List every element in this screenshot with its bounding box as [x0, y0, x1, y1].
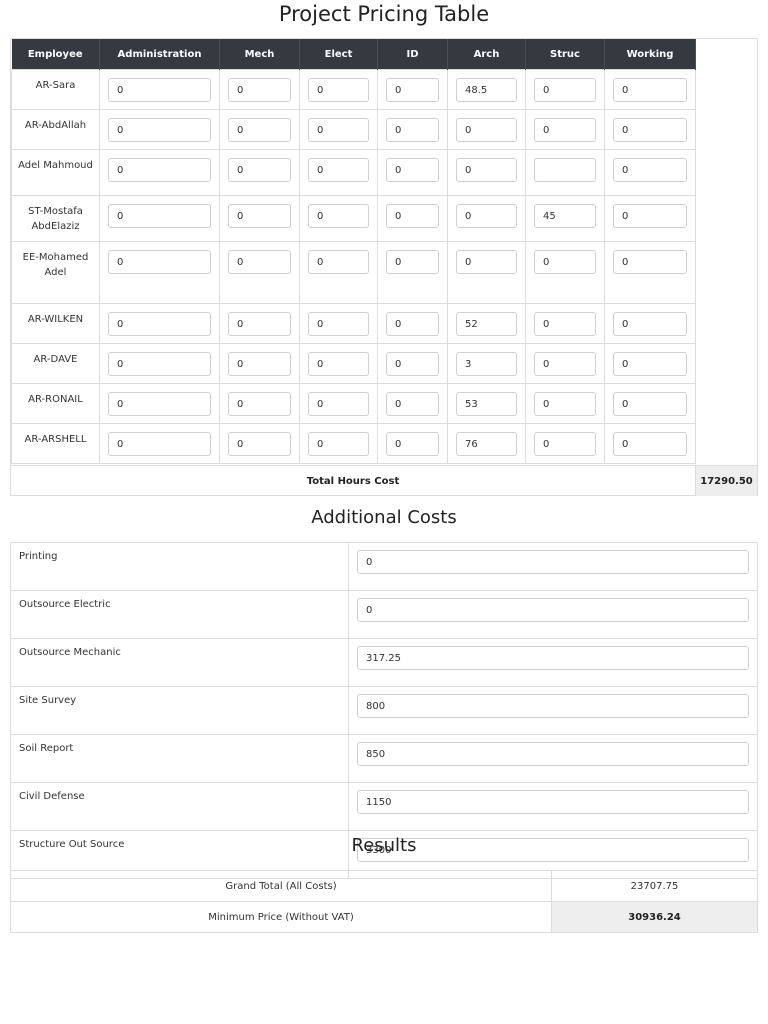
arch-hours-input[interactable]	[456, 118, 517, 142]
id-hours-input[interactable]	[386, 432, 439, 456]
hours-cell	[378, 344, 448, 384]
elect-hours-input[interactable]	[308, 312, 369, 336]
hours-cell	[605, 424, 696, 464]
hours-cell	[605, 304, 696, 344]
working-hours-input[interactable]	[613, 78, 687, 102]
col-header-struc: Struc	[526, 39, 605, 70]
arch-hours-input[interactable]	[456, 158, 517, 182]
cost-label: Outsource Electric	[11, 591, 349, 639]
hours-cell	[526, 424, 605, 464]
cost-value-cell	[349, 639, 758, 687]
grand-total-value: 23707.75	[552, 871, 758, 902]
total-hours-cost-label: Total Hours Cost	[11, 465, 695, 497]
elect-hours-input[interactable]	[308, 352, 369, 376]
mech-hours-input[interactable]	[228, 118, 291, 142]
minimum-price-value: 30936.24	[552, 902, 758, 933]
arch-hours-input[interactable]	[456, 352, 517, 376]
id-hours-input[interactable]	[386, 158, 439, 182]
cost-input[interactable]	[357, 742, 749, 766]
hours-cell	[220, 70, 300, 110]
elect-hours-input[interactable]	[308, 158, 369, 182]
hours-cell	[378, 384, 448, 424]
hours-cell	[100, 70, 220, 110]
employee-name: AR-RONAIL	[12, 384, 100, 424]
hours-cell	[300, 70, 378, 110]
table-row	[12, 242, 696, 304]
grand-total-row	[11, 871, 758, 902]
minimum-price-row	[11, 902, 758, 933]
table-row	[12, 304, 696, 344]
hours-cell	[448, 242, 526, 304]
id-hours-input[interactable]	[386, 392, 439, 416]
col-header-mech: Mech	[220, 39, 300, 70]
administration-hours-input[interactable]	[108, 118, 211, 142]
administration-hours-input[interactable]	[108, 78, 211, 102]
hours-cell	[605, 196, 696, 242]
struc-hours-input[interactable]	[534, 392, 596, 416]
table-row	[12, 196, 696, 242]
mech-hours-input[interactable]	[228, 392, 291, 416]
cost-value-cell	[349, 783, 758, 831]
employee-name: EE-Mohamed Adel	[12, 242, 100, 304]
page-title: Project Pricing Table	[278, 2, 490, 26]
pricing-table	[11, 39, 696, 464]
working-hours-input[interactable]	[613, 392, 687, 416]
hours-cell	[100, 110, 220, 150]
hours-cell	[300, 196, 378, 242]
administration-hours-input[interactable]	[108, 204, 211, 228]
hours-cell	[100, 196, 220, 242]
mech-hours-input[interactable]	[228, 204, 291, 228]
table-row	[12, 384, 696, 424]
hours-cell	[448, 384, 526, 424]
elect-hours-input[interactable]	[308, 204, 369, 228]
id-hours-input[interactable]	[386, 204, 439, 228]
hours-cell	[448, 70, 526, 110]
cost-row	[11, 687, 758, 735]
working-hours-input[interactable]	[613, 250, 687, 274]
hours-cell	[526, 344, 605, 384]
cost-label: Site Survey	[11, 687, 349, 735]
elect-hours-input[interactable]	[308, 250, 369, 274]
struc-hours-input[interactable]	[534, 78, 596, 102]
pricing-table-panel	[10, 38, 758, 496]
additional-costs-title: Additional Costs	[311, 507, 457, 528]
mech-hours-input[interactable]	[228, 312, 291, 336]
working-hours-input[interactable]	[613, 352, 687, 376]
hours-cell	[220, 304, 300, 344]
arch-hours-input[interactable]	[456, 392, 517, 416]
col-header-arch: Arch	[448, 39, 526, 70]
struc-hours-input[interactable]	[534, 118, 596, 142]
col-header-working: Working	[605, 39, 696, 70]
elect-hours-input[interactable]	[308, 392, 369, 416]
mech-hours-input[interactable]	[228, 78, 291, 102]
employee-name: AR-ARSHELL	[12, 424, 100, 464]
hours-cell	[605, 110, 696, 150]
working-hours-input[interactable]	[613, 432, 687, 456]
employee-name: AR-Sara	[12, 70, 100, 110]
hours-cell	[220, 150, 300, 196]
table-row	[12, 110, 696, 150]
hours-cell	[526, 304, 605, 344]
minimum-price-label: Minimum Price (Without VAT)	[11, 902, 552, 933]
col-header-id: ID	[378, 39, 448, 70]
hours-cell	[300, 344, 378, 384]
id-hours-input[interactable]	[386, 312, 439, 336]
employee-name: AR-WILKEN	[12, 304, 100, 344]
elect-hours-input[interactable]	[308, 118, 369, 142]
cost-label: Structure Out Source	[11, 831, 349, 879]
id-hours-input[interactable]	[386, 78, 439, 102]
grand-total-label: Grand Total (All Costs)	[11, 871, 552, 902]
mech-hours-input[interactable]	[228, 250, 291, 274]
hours-cell	[378, 196, 448, 242]
cost-label: Civil Defense	[11, 783, 349, 831]
administration-hours-input[interactable]	[108, 392, 211, 416]
hours-cell	[100, 242, 220, 304]
hours-cell	[605, 242, 696, 304]
arch-hours-input[interactable]	[456, 78, 517, 102]
cost-value-cell	[349, 735, 758, 783]
hours-cell	[378, 424, 448, 464]
mech-hours-input[interactable]	[228, 352, 291, 376]
hours-cell	[605, 150, 696, 196]
hours-cell	[220, 424, 300, 464]
struc-hours-input[interactable]	[534, 250, 596, 274]
hours-cell	[378, 150, 448, 196]
struc-hours-input[interactable]	[534, 204, 596, 228]
administration-hours-input[interactable]	[108, 250, 211, 274]
hours-cell	[378, 70, 448, 110]
id-hours-input[interactable]	[386, 250, 439, 274]
hours-cell	[448, 150, 526, 196]
elect-hours-input[interactable]	[308, 432, 369, 456]
mech-hours-input[interactable]	[228, 158, 291, 182]
hours-cell	[220, 384, 300, 424]
hours-cell	[526, 242, 605, 304]
hours-cell	[378, 304, 448, 344]
hours-cell	[448, 110, 526, 150]
hours-cell	[100, 424, 220, 464]
struc-hours-input[interactable]	[534, 158, 596, 182]
cost-input[interactable]	[357, 598, 749, 622]
hours-cell	[448, 424, 526, 464]
cost-value-cell	[349, 591, 758, 639]
arch-hours-input[interactable]	[456, 432, 517, 456]
administration-hours-input[interactable]	[108, 432, 211, 456]
working-hours-input[interactable]	[613, 118, 687, 142]
cost-label: Printing	[11, 543, 349, 591]
hours-cell	[605, 384, 696, 424]
cost-row	[11, 591, 758, 639]
struc-hours-input[interactable]	[534, 352, 596, 376]
administration-hours-input[interactable]	[108, 158, 211, 182]
hours-cell	[448, 196, 526, 242]
col-header-administration: Administration	[100, 39, 220, 70]
cost-input[interactable]	[357, 646, 749, 670]
cost-row	[11, 783, 758, 831]
administration-hours-input[interactable]	[108, 352, 211, 376]
hours-cell	[448, 344, 526, 384]
hours-cell	[526, 70, 605, 110]
table-row	[12, 344, 696, 384]
cost-value-cell	[349, 543, 758, 591]
hours-cell	[605, 70, 696, 110]
pricing-header-row	[12, 39, 696, 70]
hours-cell	[300, 304, 378, 344]
hours-cell	[100, 384, 220, 424]
administration-hours-input[interactable]	[108, 312, 211, 336]
hours-cell	[300, 384, 378, 424]
hours-cell	[526, 196, 605, 242]
hours-cell	[605, 344, 696, 384]
hours-cell	[220, 344, 300, 384]
arch-hours-input[interactable]	[456, 204, 517, 228]
total-hours-cost-value: 17290.50	[695, 465, 757, 496]
hours-cell	[526, 150, 605, 196]
hours-cell	[526, 110, 605, 150]
cost-input[interactable]	[357, 790, 749, 814]
hours-cell	[378, 110, 448, 150]
cost-label: Soil Report	[11, 735, 349, 783]
arch-hours-input[interactable]	[456, 312, 517, 336]
table-row	[12, 70, 696, 110]
id-hours-input[interactable]	[386, 352, 439, 376]
hours-cell	[300, 110, 378, 150]
working-hours-input[interactable]	[613, 312, 687, 336]
col-header-employee: Employee	[12, 39, 100, 70]
hours-cell	[100, 304, 220, 344]
id-hours-input[interactable]	[386, 118, 439, 142]
results-title: Results	[351, 835, 417, 856]
col-header-elect: Elect	[300, 39, 378, 70]
employee-name: ST-Mostafa AbdElaziz	[12, 196, 100, 242]
hours-cell	[100, 150, 220, 196]
arch-hours-input[interactable]	[456, 250, 517, 274]
mech-hours-input[interactable]	[228, 432, 291, 456]
cost-value-cell	[349, 687, 758, 735]
hours-cell	[220, 110, 300, 150]
struc-hours-input[interactable]	[534, 312, 596, 336]
working-hours-input[interactable]	[613, 158, 687, 182]
hours-cell	[526, 384, 605, 424]
hours-cell	[300, 424, 378, 464]
hours-cell	[448, 304, 526, 344]
hours-cell	[378, 242, 448, 304]
cost-row	[11, 543, 758, 591]
cost-row	[11, 639, 758, 687]
cost-row	[11, 735, 758, 783]
hours-cell	[300, 150, 378, 196]
additional-costs-table	[10, 542, 758, 879]
elect-hours-input[interactable]	[308, 78, 369, 102]
cost-input[interactable]	[357, 550, 749, 574]
hours-cell	[100, 344, 220, 384]
hours-cell	[300, 242, 378, 304]
cost-label: Outsource Mechanic	[11, 639, 349, 687]
hours-cell	[220, 242, 300, 304]
table-row	[12, 424, 696, 464]
cost-input[interactable]	[357, 694, 749, 718]
results-table	[10, 870, 758, 933]
employee-name: AR-AbdAllah	[12, 110, 100, 150]
working-hours-input[interactable]	[613, 204, 687, 228]
table-row	[12, 150, 696, 196]
employee-name: AR-DAVE	[12, 344, 100, 384]
hours-cell	[220, 196, 300, 242]
struc-hours-input[interactable]	[534, 432, 596, 456]
employee-name: Adel Mahmoud	[12, 150, 100, 196]
